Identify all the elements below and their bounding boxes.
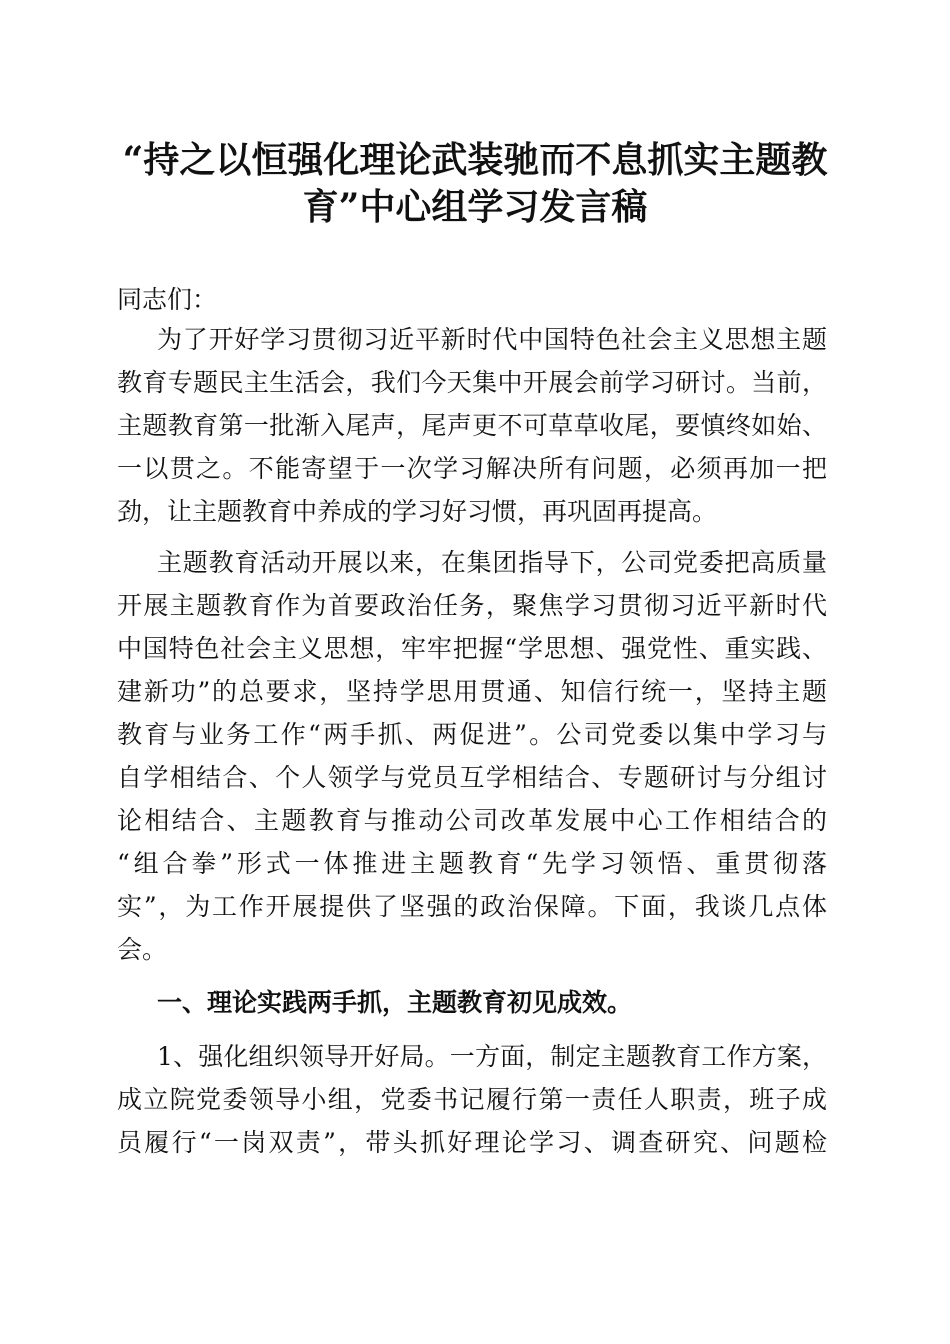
salutation: 同志们： (117, 285, 218, 314)
paragraph-3-line: 成立院党委领导小组，党委书记履行第一责任人职责，班子成 (117, 1085, 827, 1114)
document-title-line-1: “持之以恒强化理论武装驰而不息抓实主题教 (122, 139, 828, 181)
paragraph-1-line: 为了开好学习贯彻习近平新时代中国特色社会主义思想主题 (157, 325, 827, 354)
paragraph-2-line: 中国特色社会主义思想，牢牢把握“学思想、强党性、重实践、 (117, 634, 827, 663)
section-heading: 一、理论实践两手抓，主题教育初见成效。 (157, 988, 633, 1017)
paragraph-2-line: 实”，为工作开展提供了坚强的政治保障。下面，我谈几点体 (117, 892, 827, 921)
paragraph-2-line: 自学相结合、个人领学与党员互学相结合、专题研讨与分组讨 (117, 763, 827, 792)
paragraph-1-line: 主题教育第一批渐入尾声，尾声更不可草草收尾，要慎终如始、 (117, 411, 827, 440)
paragraph-2-line: 主题教育活动开展以来，在集团指导下，公司党委把高质量 (157, 548, 827, 577)
paragraph-2-line: 开展主题教育作为首要政治任务，聚焦学习贯彻习近平新时代 (117, 591, 827, 620)
paragraph-3-line: 员履行“一岗双责”，带头抓好理论学习、调查研究、问题检 (117, 1128, 827, 1157)
paragraph-3-line: 1、强化组织领导开好局。一方面，制定主题教育工作方案， (157, 1042, 827, 1071)
paragraph-2-line: 建新功”的总要求，坚持学思用贯通、知信行统一，坚持主题 (117, 677, 827, 706)
document-title-line-2: 育”中心组学习发言稿 (302, 186, 648, 228)
paragraph-2-line: 教育与业务工作“两手抓、两促进”。公司党委以集中学习与 (117, 720, 827, 749)
paragraph-1-line: 劲，让主题教育中养成的学习好习惯，再巩固再提高。 (117, 497, 718, 526)
paragraph-2-line: 论相结合、主题教育与推动公司改革发展中心工作相结合的 (117, 806, 827, 835)
paragraph-1-line: 一以贯之。不能寄望于一次学习解决所有问题，必须再加一把 (117, 454, 827, 483)
paragraph-2-line: “组合拳”形式一体推进主题教育“先学习领悟、重贯彻落 (117, 849, 827, 878)
paragraph-1-line: 教育专题民主生活会，我们今天集中开展会前学习研讨。当前， (117, 368, 827, 397)
paragraph-2-line: 会。 (117, 935, 168, 964)
